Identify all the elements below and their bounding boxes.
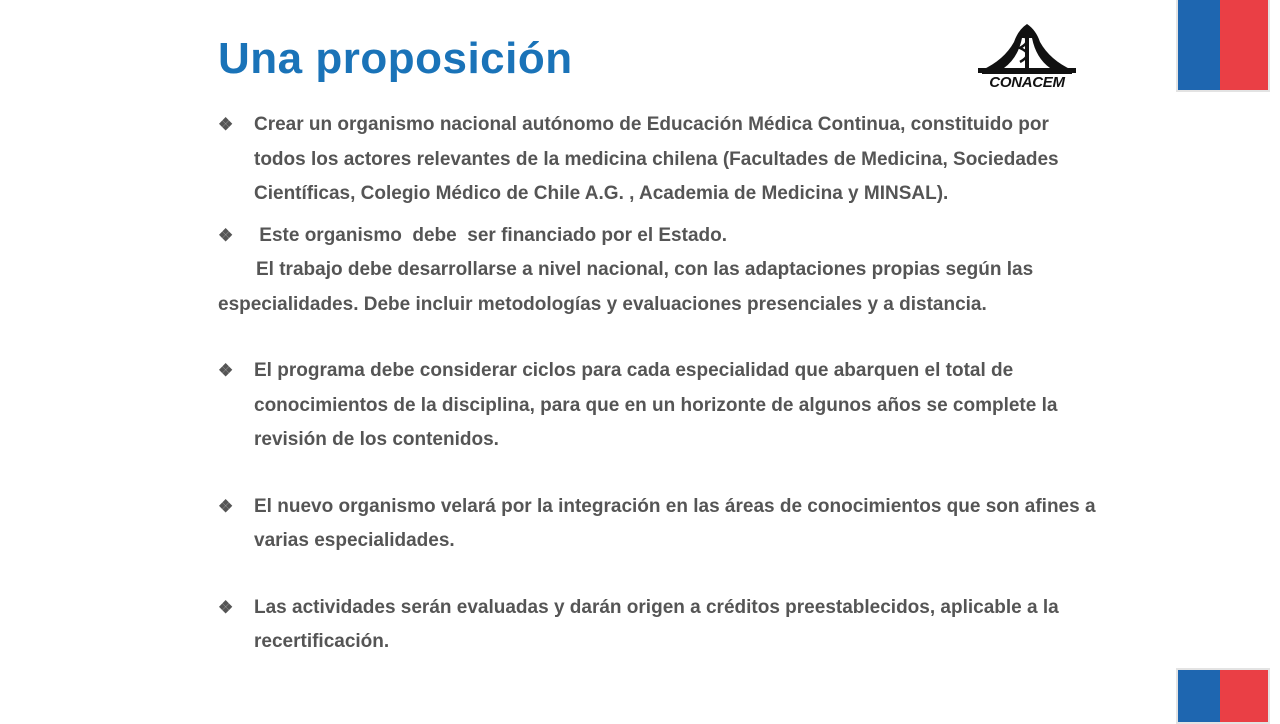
diamond-bullet-icon: ❖ <box>218 496 234 516</box>
diamond-bullet-icon: ❖ <box>218 361 234 380</box>
conacem-logo <box>974 20 1080 92</box>
list-item-text: El nuevo organismo velará por la integración en las áreas de conocimientos que son afines a varias especialidades. <box>254 495 1096 551</box>
list-item <box>218 591 1098 660</box>
list-item <box>218 354 1098 458</box>
slide-body <box>218 108 1098 660</box>
slide-title: Una proposición <box>218 34 573 83</box>
list-item-text: Crear un organismo nacional autónomo de Educación Médica Continua, constituido por todos los actores relevantes de la medicina chilena (Facultades de Medicina, Sociedades Científicas, Colegio Médico de Chile A.G. , Academia de Medicina y MINSAL). <box>254 114 1059 204</box>
list-item-text: Las actividades serán evaluadas y darán origen a créditos preestablecidos, aplicable a la recertificación. <box>254 596 1059 652</box>
logo-text: CONACEM <box>989 74 1065 91</box>
body-paragraph: El trabajo debe desarrollarse a nivel nacional, con las adaptaciones propias según las especialidades. Debe incluir metodologías y evaluaciones presenciales y a distancia. <box>218 259 1034 315</box>
diamond-bullet-icon: ❖ <box>218 115 234 134</box>
diamond-bullet-icon: ❖ <box>218 597 234 617</box>
list-item-text: El programa debe considerar ciclos para cada especialidad que abarquen el total de conocimientos de la disciplina, para que en un horizonte de algunos años se complete la revisión de los contenidos. <box>254 360 1058 450</box>
list-item <box>218 219 1098 254</box>
list-item <box>218 490 1098 559</box>
list-item-text: Este organismo debe ser financiado por el Estado. <box>254 224 728 246</box>
flag-decoration-top <box>1176 0 1270 92</box>
caduceus-emblem-icon <box>974 20 1080 76</box>
diamond-bullet-icon: ❖ <box>218 225 234 245</box>
list-item <box>218 108 1098 212</box>
flag-decoration-bottom <box>1176 668 1270 724</box>
